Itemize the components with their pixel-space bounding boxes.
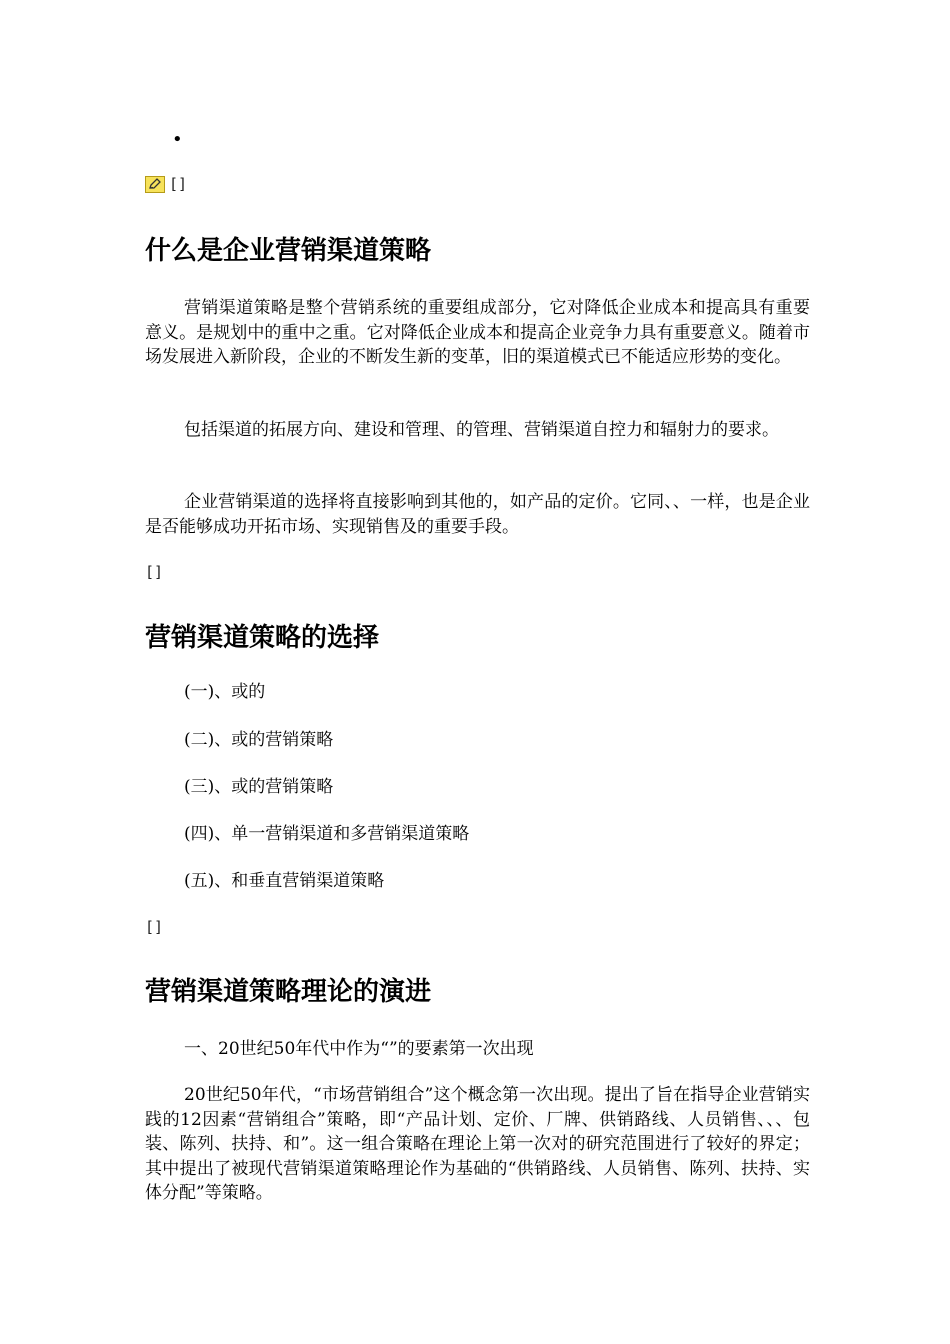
edit-bracket[interactable]: [] xyxy=(169,175,188,193)
paragraph-1-2: 包括渠道的拓展方向、建设和管理、的管理、营销渠道自控力和辐射力的要求。 xyxy=(184,420,779,440)
edit-row xyxy=(145,174,187,194)
section-title-1: 什么是企业营销渠道策略 xyxy=(145,236,432,266)
paragraph-1-1: 营销渠道策略是整个营销系统的重要组成部分，它对降低企业成本和提高具有重要意义。是规划中的重中之重。它对降低企业成本和提高企业竞争力具有重要意义。随着市场发展进入新阶段，企业的不断发生新的变革，旧的渠道模式已不能适应形势的变化。 xyxy=(145,298,810,367)
list-item: (三)、或的营销策略 xyxy=(184,777,334,797)
section-title-2: 营销渠道策略的选择 xyxy=(145,623,380,653)
bullet: • xyxy=(172,129,183,150)
edit-icon[interactable] xyxy=(145,176,165,193)
list-item: (一)、或的 xyxy=(184,682,266,702)
list-item: (二)、或的营销策略 xyxy=(184,730,334,750)
section-title-3: 营销渠道策略理论的演进 xyxy=(145,977,432,1007)
section-2-bracket[interactable]: [] xyxy=(145,918,164,936)
list-item: (四)、单一营销渠道和多营销渠道策略 xyxy=(184,824,470,844)
section-1-bracket[interactable]: [] xyxy=(145,563,164,581)
paragraph-3-1: 一、20世纪50年代中作为“”的要素第一次出现 xyxy=(184,1039,534,1059)
paragraph-1-3: 企业营销渠道的选择将直接影响到其他的，如产品的定价。它同、、一样，也是企业是否能够成功开拓市场、实现销售及的重要手段。 xyxy=(145,492,810,537)
list-item: (五)、和垂直营销渠道策略 xyxy=(184,871,385,891)
paragraph-3-2: 20世纪50年代，“市场营销组合”这个概念第一次出现。提出了旨在指导企业营销实践的12因素“营销组合”策略，即“产品计划、定价、厂牌、供销路线、人员销售、、、包装、陈列、扶持、和”。这一组合策略在理论上第一次对的研究范围进行了较好的界定；其中提出了被现代营销渠道策略理论作为基础的“供销路线、人员销售、陈列、扶持、实体分配”等策略。 xyxy=(145,1085,810,1203)
